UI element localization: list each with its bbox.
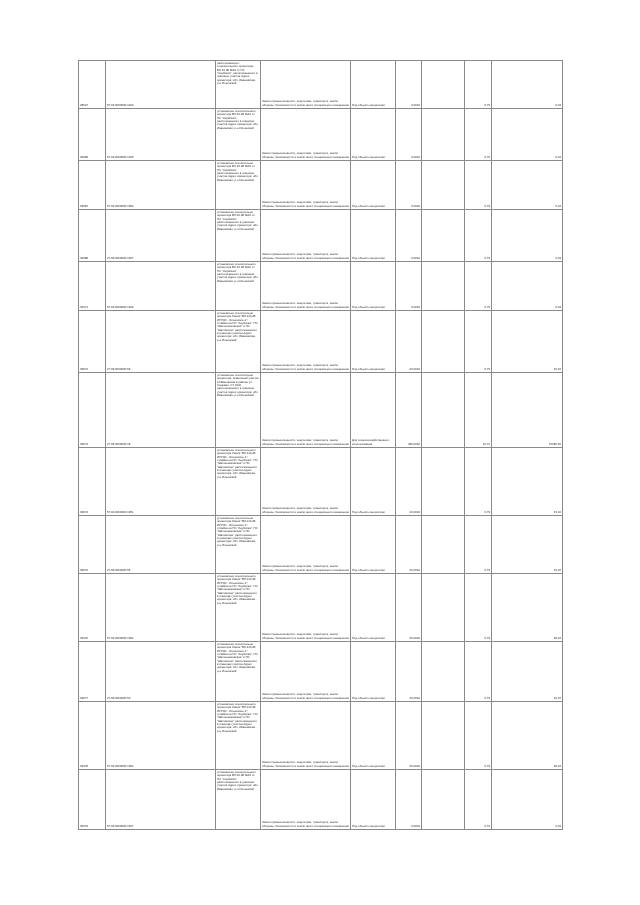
table-row xyxy=(79,311,563,373)
land-category: Земли промышленности, энергетики, транспорта, земли обороны, безопасности и земли иного специального назначения xyxy=(261,210,351,262)
area-value: 20,0004 xyxy=(396,448,422,516)
empty-cell xyxy=(422,770,465,830)
land-category: Земли промышленности, энергетики, транспорта, земли обороны, безопасности и земли иного специального назначения xyxy=(261,642,351,702)
location-description: установлено относительно ориентира ВЛ-10 кВ №10 от ПС "Ануйская", расположенного в границах участка Адрес ориентира: обл. Ивановская, р-н Ильинский xyxy=(216,161,261,210)
cadastral-number: 27:09:0000000:18 xyxy=(106,373,216,448)
tax-amount: 0,04 xyxy=(492,61,563,109)
row-number: 39672 xyxy=(79,311,106,373)
location-description: установлено относительно ориентира: земельный участок в Ивановская в районе ул. Садовая. СТ ОАО, расположенного в границах участка Адрес ориентира: обл. Ивановская, р-н Ильинский xyxy=(216,373,261,448)
empty-cell xyxy=(422,516,465,574)
table-row xyxy=(79,574,563,642)
empty-cell xyxy=(422,210,465,262)
permitted-use: Под объекты энергетики xyxy=(351,109,396,161)
land-category: Земли промышленности, энергетики, транспорта, земли обороны, безопасности и земли иного специального назначения xyxy=(261,373,351,448)
empty-cell xyxy=(422,262,465,311)
rate-value: 0,79 xyxy=(465,770,492,830)
row-number: 39677 xyxy=(79,642,106,702)
table-row xyxy=(79,262,563,311)
row-number: 39471 xyxy=(79,262,106,311)
tax-amount: 0,04 xyxy=(492,109,563,161)
row-number: 39479 xyxy=(79,770,106,830)
table-row xyxy=(79,448,563,516)
table-row xyxy=(79,516,563,574)
permitted-use: Под объекты энергетики xyxy=(351,770,396,830)
cadastral-number: 57:04:0000000:1947 xyxy=(106,770,216,830)
row-number: 39476 xyxy=(79,574,106,642)
table-row xyxy=(79,161,563,210)
cadastral-number: 27:09:0000000:56 xyxy=(106,311,216,373)
rate-value: 0,79 xyxy=(465,109,492,161)
tax-amount: 0,04 xyxy=(492,770,563,830)
row-number: 39688 xyxy=(79,210,106,262)
rate-value: 0,79 xyxy=(465,311,492,373)
location-description: установлено относительно ориентира Линия "ВЛ-110 кВ ИГРЭС - Ильинское-1", отпайка на ПС "Ануйская", ПС "Шапошниковская" и ПС "Шалинское" расположенного в границах участка Адрес ориентира: обл. Ивановская, р-н Ильинский xyxy=(216,311,261,373)
area-value: 20,0004 xyxy=(396,311,422,373)
area-value: 0,0004 xyxy=(396,61,422,109)
tax-amount: 48,24 xyxy=(492,574,563,642)
table-row xyxy=(79,61,563,109)
land-category: Земли промышленности, энергетики, транспорта, земли обороны, безопасности и земли иного специального назначения xyxy=(261,161,351,210)
land-category: Земли промышленности, энергетики, транспорта, земли обороны, безопасности и земли иного специального назначения xyxy=(261,574,351,642)
area-value: 0,0004 xyxy=(396,770,422,830)
rate-value: 15,72 xyxy=(465,373,492,448)
tax-amount: 67096,36 xyxy=(492,373,563,448)
rate-value: 0,79 xyxy=(465,448,492,516)
table-row xyxy=(79,770,563,830)
rate-value: 0,79 xyxy=(465,161,492,210)
land-category: Земли промышленности, энергетики, транспорта, земли обороны, безопасности и земли иного специального назначения xyxy=(261,448,351,516)
cadastral-number: 57:04:0000000:1945 xyxy=(106,109,216,161)
location-description: установлено относительно ориентира Линия "ВЛ-110 кВ ИГРЭС - Ильинское-1", отпайка на ПС "Ануйская", ПС "Шапошниковская" и ПС "Шалинское" расположенного в границах участка Адрес ориентира: обл. Ивановская, р-н Ильинский xyxy=(216,642,261,702)
land-category: Земли промышленности, энергетики, транспорта, земли обороны, безопасности и земли иного специального назначения xyxy=(261,702,351,770)
permitted-use: Под объекты энергетики xyxy=(351,516,396,574)
rate-value: 0,79 xyxy=(465,642,492,702)
area-value: 60,0004 xyxy=(396,574,422,642)
location-description: установлено относительного ориентира ВЛ-10 кВ №10 от ПС "Ануйская", расположенного в границах участка Адрес ориентира: обл. Ивановская, р-н Ильинский xyxy=(216,770,261,830)
table-row xyxy=(79,373,563,448)
row-number: 39687 xyxy=(79,161,106,210)
table-row xyxy=(79,210,563,262)
tax-amount: 0,04 xyxy=(492,161,563,210)
row-number: 39478 xyxy=(79,702,106,770)
row-number: 39676 xyxy=(79,516,106,574)
empty-cell xyxy=(422,702,465,770)
location-description: установлено относительного ориентира Линия "ВЛ-110 кВ ИГРЭС - Ильинское-1", отпайка на ПС "Ануйская", ПС "Шапошниковская" и ПС "Шалинское" расположенного в границах участка Адрес ориентира: обл. Ивановская, р-н Ильинский xyxy=(216,702,261,770)
row-number: 38627 xyxy=(79,61,106,109)
cadastral-number: 27:09:0000000:53 xyxy=(106,642,216,702)
land-category: Земли промышленности, энергетики, транспорта, земли обороны, безопасности и земли иного специального назначения xyxy=(261,109,351,161)
permitted-use: Под объекты энергетики xyxy=(351,702,396,770)
tax-amount: 48,24 xyxy=(492,702,563,770)
location-description: установлено относительного ориентира ВЛ-10 кВ №10 от ПС "Ануйская", расположенного в границах участка Адрес ориентира: обл. Ивановская, р-н Ильинский xyxy=(216,109,261,161)
rate-value: 0,79 xyxy=(465,210,492,262)
empty-cell xyxy=(422,161,465,210)
location-description: установлено относительного ориентира ВЛ-10 кВ №10 от ПС "Ануйская", расположенного в границах участка Адрес ориентира: обл. Ивановская, р-н Ильинский xyxy=(216,262,261,311)
area-value: 40,0004 xyxy=(396,642,422,702)
permitted-use: Под объекты энергетики xyxy=(351,262,396,311)
land-plots-table xyxy=(78,60,563,830)
cadastral-number: 57:04:0000000:1946 xyxy=(106,262,216,311)
permitted-use: Под объекты энергетики xyxy=(351,311,396,373)
location-description: установлено относительного ориентира Линия "ВЛ-110 кВ ИГРЭС - Ильинское-1", отпайка на ПС "Ануйская", ПС "Шапошниковская" и ПС "Шалинское" расположенного в границах участка Адрес ориентира: обл. Ивановская, р-н Ильинский xyxy=(216,448,261,516)
rate-value: 0,79 xyxy=(465,61,492,109)
permitted-use: Под объекты энергетики xyxy=(351,574,396,642)
location-description: расположенного: относительного ориентира: ВЛ-10 кВ №10 от ПС "Ануйская", расположенного в границах участка Адрес ориентира: обл. Ивановская, р-н Ильинский xyxy=(216,61,261,109)
row-number: 39674 xyxy=(79,448,106,516)
rate-value: 0,79 xyxy=(465,262,492,311)
area-value: 60,0004 xyxy=(396,702,422,770)
table-row xyxy=(79,109,563,161)
area-value: 20,0004 xyxy=(396,516,422,574)
rate-value: 0,79 xyxy=(465,574,492,642)
empty-cell xyxy=(422,448,465,516)
cadastral-number: 57:04:0000000:1950 xyxy=(106,161,216,210)
empty-cell xyxy=(422,61,465,109)
land-category: Земли промышленности, энергетики, транспорта, земли обороны, безопасности и земли иного специального назначения xyxy=(261,61,351,109)
tax-amount: 32,16 xyxy=(492,642,563,702)
row-number: 39668 xyxy=(79,109,106,161)
area-value: 0,0004 xyxy=(396,210,422,262)
cadastral-number: 27:09:0000000:55 xyxy=(106,516,216,574)
permitted-use: Под объекты энергетики xyxy=(351,210,396,262)
cadastral-number: 57:04:0000000:1951 xyxy=(106,448,216,516)
empty-cell xyxy=(422,373,465,448)
row-number: 39673 xyxy=(79,373,106,448)
area-value: 0,0004 xyxy=(396,262,422,311)
permitted-use: Для сельскохозяйственного использования xyxy=(351,373,396,448)
rate-value: 0,79 xyxy=(465,516,492,574)
area-value: 0,0004 xyxy=(396,161,422,210)
permitted-use: Под объекты энергетики xyxy=(351,448,396,516)
permitted-use: Под объекты энергетики xyxy=(351,161,396,210)
land-category: Земли промышленности, энергетики, транспорта, земли обороны, безопасности и земли иного специального назначения xyxy=(261,311,351,373)
cadastral-number: 27:09:0000000:1937 xyxy=(106,210,216,262)
land-category: Земли промышленности, энергетики, транспорта, земли обороны, безопасности и земли иного специального назначения xyxy=(261,770,351,830)
table-row xyxy=(79,642,563,702)
empty-cell xyxy=(422,109,465,161)
tax-amount: 0,04 xyxy=(492,210,563,262)
cadastral-number: 57:04:0000000:1952 xyxy=(106,574,216,642)
tax-amount: 15,16 xyxy=(492,448,563,516)
rate-value: 0,79 xyxy=(465,702,492,770)
cadastral-number: 57:04:0000000:1953 xyxy=(106,702,216,770)
permitted-use: Под объекты энергетики xyxy=(351,61,396,109)
location-description: установлено относительного ориентира Линия "ВЛ-110 кВ ИГРЭС - Ильинское-1", отпайка на ПС "Ануйская", ПС "Шапошниковская" и ПС "Шалинское" расположенного в границах участка Адрес ориентира: обл. Ивановская, р-н Ильинский xyxy=(216,574,261,642)
area-value: 425,0002 xyxy=(396,373,422,448)
empty-cell xyxy=(422,311,465,373)
tax-amount: 0,04 xyxy=(492,262,563,311)
tax-amount: 15,16 xyxy=(492,311,563,373)
tax-amount: 15,16 xyxy=(492,516,563,574)
cadastral-number: 57:04:0000000:1944 xyxy=(106,61,216,109)
land-category: Земли промышленности, энергетики, транспорта, земли обороны, безопасности и земли иного специального назначения xyxy=(261,516,351,574)
empty-cell xyxy=(422,574,465,642)
land-category: Земли промышленности, энергетики, транспорта, земли обороны, безопасности и земли иного специального назначения xyxy=(261,262,351,311)
area-value: 0,0004 xyxy=(396,109,422,161)
empty-cell xyxy=(422,642,465,702)
location-description: установлено относительно ориентира ВЛ-10 кВ №10 от ПС "Ануйская", расположенного в границах участка Адрес ориентира: обл. Ивановская, р-н Ильинский xyxy=(216,210,261,262)
location-description: установлено относительно ориентира Линия "ВЛ-110 кВ ИГРЭС - Ильинское-1", отпайка на ПС "Ануйская", ПС "Шапошниковская" и ПС "Шалинское" расположенного в границах участка Адрес ориентира: обл. Ивановская, р-н Ильинский xyxy=(216,516,261,574)
permitted-use: Под объекты энергетики xyxy=(351,642,396,702)
table-row xyxy=(79,702,563,770)
